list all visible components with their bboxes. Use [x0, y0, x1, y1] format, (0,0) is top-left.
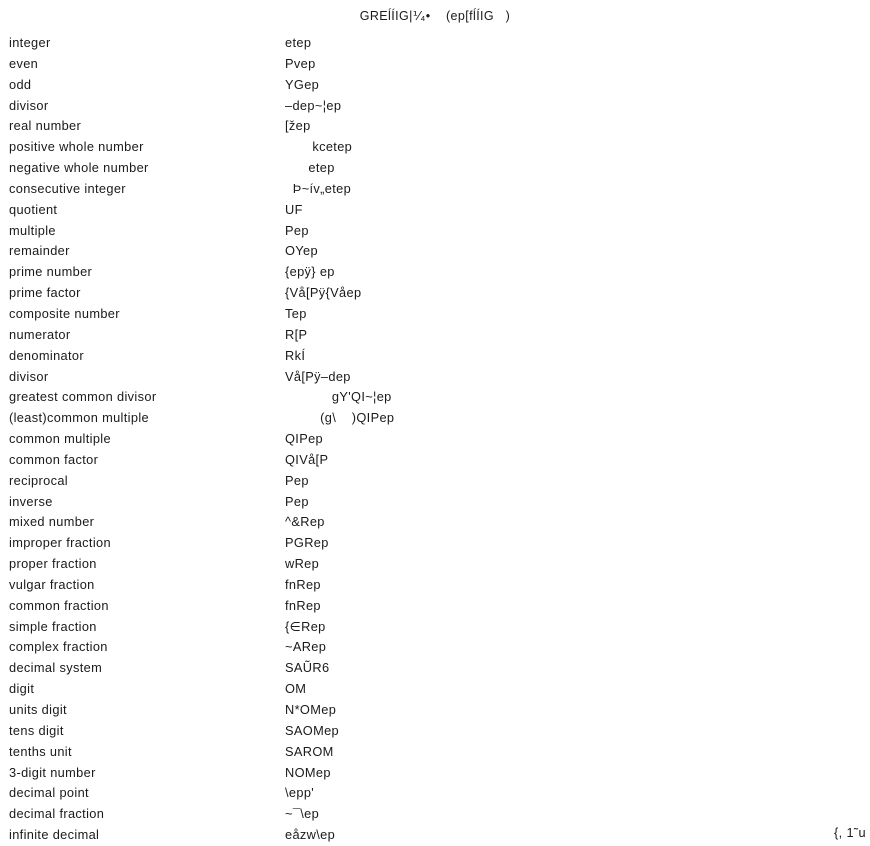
glossary-row [0, 367, 870, 388]
glossary-row [0, 721, 870, 742]
page-title: GREĺÍIG|⅟₄• (ep[fĺÍIG ) [359, 9, 511, 23]
translation-text: OM [285, 681, 307, 697]
translation-text: OYep [285, 243, 318, 259]
glossary-row [0, 54, 870, 75]
glossary-row [0, 575, 870, 596]
glossary-row [0, 137, 870, 158]
glossary-row [0, 179, 870, 200]
glossary-row [0, 700, 870, 721]
term-text: reciprocal [9, 472, 68, 488]
translation-text: {epÿ} ep [285, 264, 335, 280]
term-text: vulgar fraction [9, 576, 95, 592]
translation-text: etep [285, 160, 335, 176]
glossary-row [0, 637, 870, 658]
term-text: mixed number [9, 514, 95, 530]
glossary-row [0, 804, 870, 825]
glossary-row [0, 241, 870, 262]
term-text: real number [9, 118, 82, 134]
glossary-row [0, 471, 870, 492]
translation-text: PGRep [285, 535, 329, 551]
term-text: common multiple [9, 431, 111, 447]
glossary-row [0, 554, 870, 575]
glossary-row [0, 33, 870, 54]
term-text: divisor [9, 368, 49, 384]
translation-text: QIVå[P [285, 451, 329, 467]
translation-text: etep [285, 35, 312, 50]
glossary-row [0, 533, 870, 554]
translation-text: Pep [285, 493, 309, 509]
term-text: remainder [9, 243, 70, 259]
glossary-row [0, 116, 870, 137]
translation-text: Þ~ív„etep [285, 180, 352, 196]
term-text: inverse [9, 493, 53, 509]
term-text: complex fraction [9, 639, 108, 655]
term-text: decimal system [9, 660, 103, 676]
translation-text: Pep [285, 222, 309, 238]
term-text: units digit [9, 702, 67, 717]
glossary-row [0, 158, 870, 179]
term-text: 3-digit number [9, 764, 96, 780]
translation-text: SAROM [285, 743, 334, 759]
term-text: integer [9, 35, 51, 50]
glossary-row [0, 262, 870, 283]
term-text: quotient [9, 201, 58, 217]
term-text: proper fraction [9, 556, 97, 572]
glossary-row [0, 658, 870, 679]
glossary-row [0, 408, 870, 429]
term-text: odd [9, 76, 32, 92]
translation-text: wRep [285, 556, 320, 572]
glossary-row [0, 783, 870, 804]
term-text: denominator [9, 347, 84, 363]
translation-text: \epp' [285, 785, 315, 801]
term-text: even [9, 55, 39, 71]
term-text: common fraction [9, 597, 109, 613]
translation-text: QIPep [285, 431, 324, 447]
term-text: digit [9, 681, 35, 697]
glossary-row [0, 492, 870, 513]
term-text: prime number [9, 264, 93, 280]
term-text: greatest common divisor [9, 389, 157, 405]
translation-text: R[P [285, 326, 308, 342]
term-text: (least)common multiple [9, 410, 149, 426]
term-text: consecutive integer [9, 180, 126, 196]
translation-text: Pep [285, 472, 309, 488]
translation-text: SAOMep [285, 722, 340, 738]
translation-text: Pvep [285, 55, 316, 71]
glossary-row [0, 617, 870, 638]
translation-text: ~¯\ep [285, 806, 320, 822]
glossary-row [0, 304, 870, 325]
glossary-row [0, 387, 870, 408]
term-text: decimal fraction [9, 806, 105, 822]
glossary-row [0, 221, 870, 242]
term-text: improper fraction [9, 535, 111, 551]
translation-text: ~ARep [285, 639, 327, 655]
translation-text: {∈Rep [285, 618, 326, 634]
term-text: numerator [9, 326, 71, 342]
translation-text: Tep [285, 305, 307, 321]
translation-text: YGep [285, 76, 320, 92]
translation-text: kcetep [285, 139, 353, 155]
translation-text: SAŨR6 [285, 660, 330, 676]
term-text: decimal point [9, 785, 89, 801]
translation-text: UF [285, 201, 303, 217]
glossary-row [0, 679, 870, 700]
term-text: infinite decimal [9, 827, 100, 843]
glossary-list [0, 33, 870, 846]
term-text: multiple [9, 222, 56, 238]
glossary-row [0, 429, 870, 450]
translation-text: N*OMep [285, 702, 337, 717]
translation-text: fnRep [285, 597, 321, 613]
glossary-row [0, 346, 870, 367]
page-footer: {, 1˜u [834, 825, 866, 840]
translation-text: NOMep [285, 764, 331, 780]
term-text: prime factor [9, 285, 81, 301]
glossary-row [0, 825, 870, 846]
glossary-row [0, 512, 870, 533]
term-text: composite number [9, 305, 120, 321]
glossary-row [0, 96, 870, 117]
term-text: common factor [9, 451, 99, 467]
translation-text: RkÍ [285, 347, 306, 363]
glossary-row [0, 200, 870, 221]
translation-text: eåzw\ep [285, 827, 336, 843]
glossary-row [0, 742, 870, 763]
glossary-row [0, 325, 870, 346]
term-text: simple fraction [9, 618, 97, 634]
translation-text: ^&Rep [285, 514, 325, 530]
translation-text: fnRep [285, 576, 321, 592]
term-text: tens digit [9, 722, 64, 738]
term-text: tenths unit [9, 743, 72, 759]
glossary-row [0, 450, 870, 471]
translation-text: (g\ )QIPep [285, 410, 395, 426]
glossary-row [0, 596, 870, 617]
glossary-row [0, 283, 870, 304]
translation-text: gY'QI~¦ep [285, 389, 392, 405]
term-text: divisor [9, 97, 49, 113]
translation-text: ‒dep~¦ep [285, 97, 342, 113]
term-text: positive whole number [9, 139, 144, 155]
term-text: negative whole number [9, 160, 149, 176]
glossary-row [0, 75, 870, 96]
glossary-row [0, 763, 870, 784]
translation-text: [žep [285, 118, 311, 134]
translation-text: {Vå[Pÿ{Våep [285, 285, 362, 301]
translation-text: Vå[Pÿ‒dep [285, 368, 351, 384]
